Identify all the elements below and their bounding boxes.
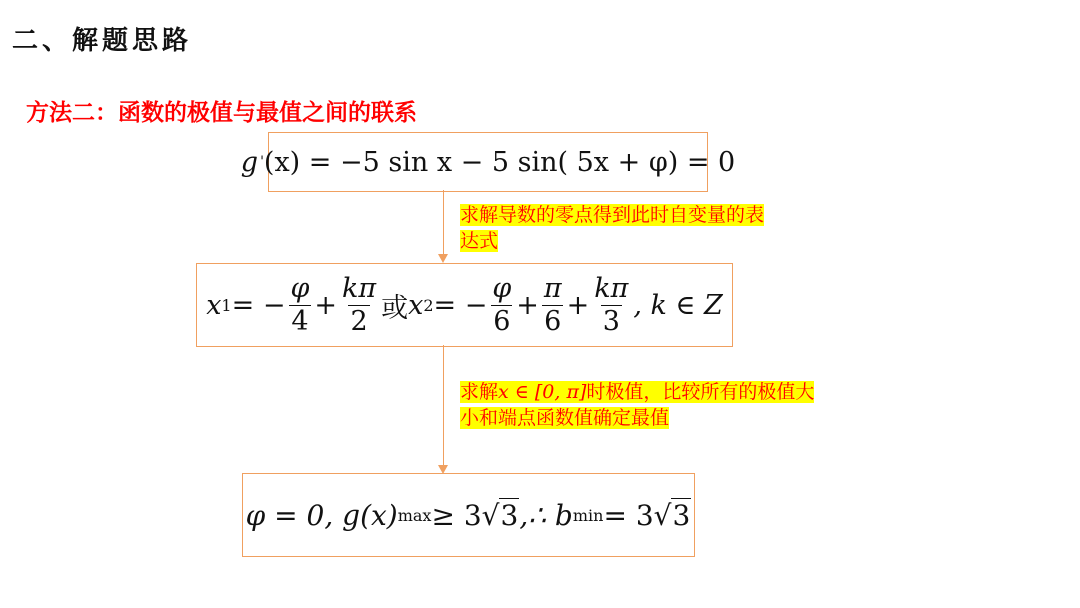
formula-box-result [242,473,695,557]
note1-line1: 求解导数的零点得到此时自变量的表 [460,204,765,226]
note1-line2: 达式 [460,230,499,252]
frac3-den: 6 [493,305,511,337]
sqrt-body-2: 3 [672,499,691,532]
fraction-pi-6 [542,273,564,338]
result-part-c: ,∴ b [519,498,573,532]
frac5-den: 3 [602,305,620,337]
eq1: = − [231,289,286,321]
flow-arrow-2 [443,345,444,467]
formula-g: g [240,146,259,178]
result-part-b: ≥ 3 [431,498,482,532]
fraction-phi-6 [490,273,513,338]
x2-var: x [408,289,424,321]
section-title: 二、解题思路 [12,26,193,56]
note2-line1 [460,381,814,403]
formula-derivative-rest: (x) = −5 sin x − 5 sin( 5x + φ) = 0 [263,146,736,178]
fraction-kpi-2 [340,273,378,338]
x1-var: x [206,289,222,321]
frac2-den: 2 [350,305,368,337]
result-part-a: φ = 0, g(x) [245,498,398,532]
frac1-den: 4 [291,305,309,337]
sqrt-body-1: 3 [500,499,519,532]
x2-sub: 2 [423,295,434,315]
formula-box-derivative [240,132,736,192]
fraction-kpi-3 [592,273,630,338]
note2-line2: 小和端点函数值确定最值 [460,407,670,429]
arrow-head-1 [438,254,448,263]
flow-arrow-1 [443,190,444,256]
formula-prime: ' [260,154,264,170]
fraction-phi-4 [288,273,311,338]
eq2: = − [433,289,488,321]
result-min-sub: min [572,505,604,525]
x1-sub: 1 [221,295,232,315]
note2-pre: 求解 [460,381,499,403]
or-word: 或 [381,292,409,324]
method-title: 方法二：函数的极值与最值之间的联系 [26,100,417,126]
frac4-num: π [543,272,562,304]
frac2-num: kπ [341,272,377,304]
frac5-num: kπ [594,272,629,304]
note2-post: 时极值，比较所有的极值大 [586,381,815,403]
note-derivative-zeros [460,202,764,254]
plus2: + [516,289,539,321]
plus3: + [566,289,590,321]
frac3-num: φ [492,272,512,304]
formula-box-critical-points [196,263,733,347]
sqrt-sign-1: √ [481,498,500,532]
frac1-num: φ [290,272,310,304]
result-max-sub: max [397,505,432,525]
note2-math: x ∈ [0, π] [498,381,587,403]
sqrt-sign-2: √ [653,498,672,532]
note-extrema [460,379,814,431]
plus1: + [314,289,337,321]
k-in-z: , k ∈ Z [633,289,723,321]
result-part-d: = 3 [603,498,654,532]
frac4-den: 6 [544,305,562,337]
